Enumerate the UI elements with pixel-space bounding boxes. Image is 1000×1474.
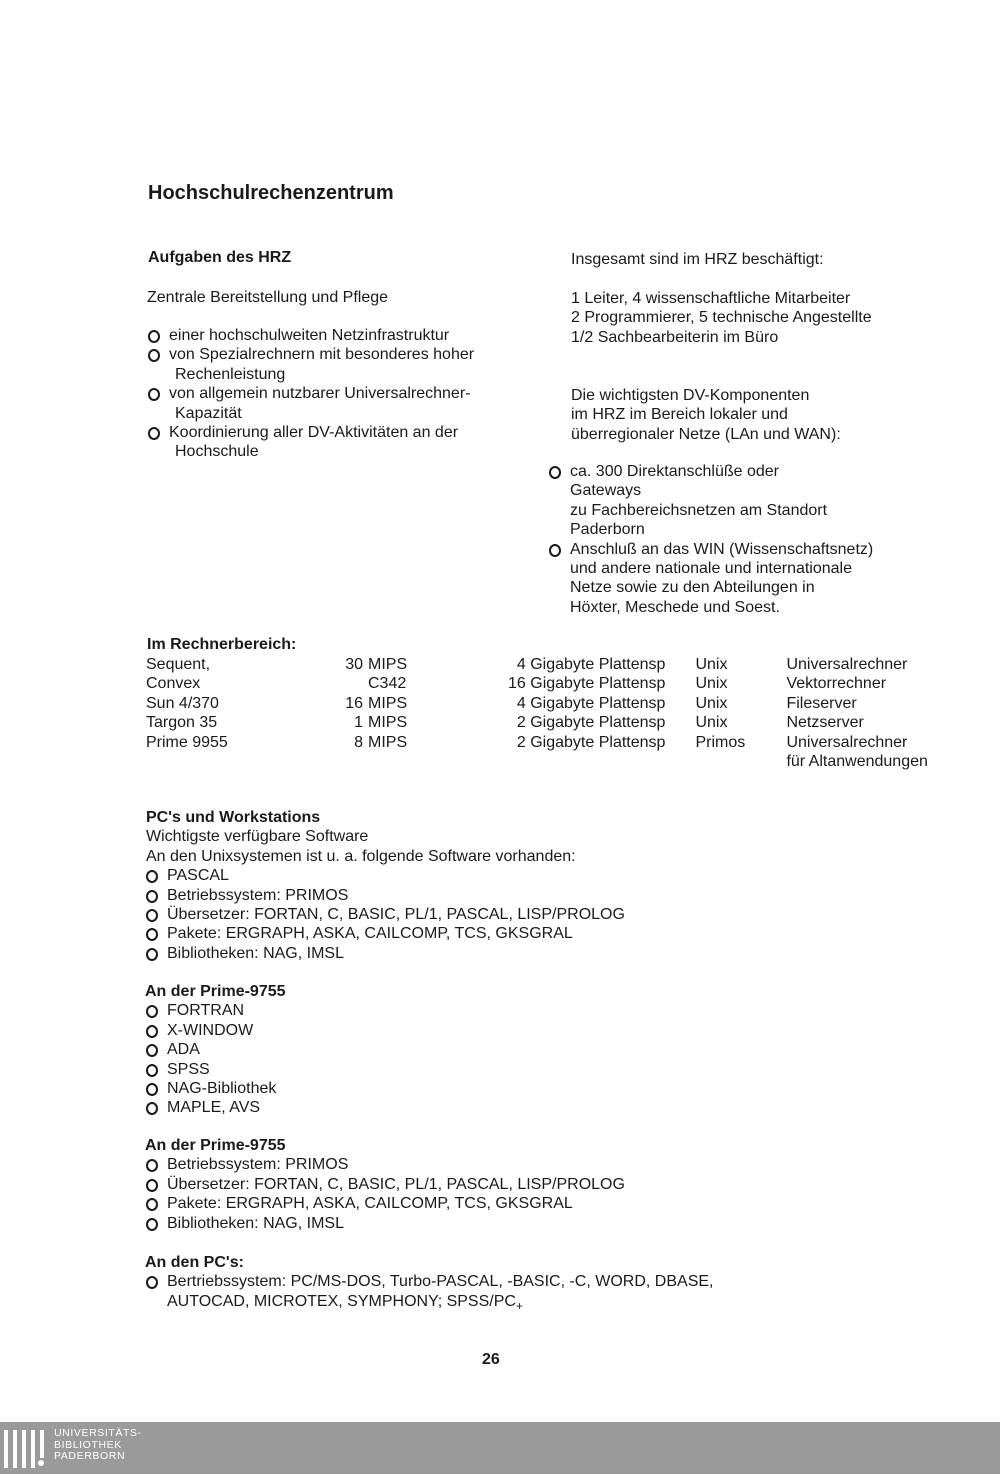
list-item: von Spezialrechnern mit besonderes hoher Rechenleistung	[147, 345, 527, 384]
pcs-list	[145, 1272, 713, 1316]
table-row: Convex C342 16 Gigabyte Plattensp Unix Vektorrechner	[146, 675, 887, 693]
pc-heading: PC's und Workstations	[146, 809, 321, 826]
list-item: Bertriebssystem: PC/MS-DOS, Turbo-PASCAL, -BASIC, -C, WORD, DBASE, AUTOCAD, MICROTEX, SYMPHONY; SPSS/$PC_+$	[145, 1272, 713, 1316]
tasks-intro: Zentrale Bereitstellung und Pflege	[147, 289, 389, 306]
list-item: Pakete: ERGRAPH, ASKA, CAILCOMP, TCS, GKSGRAL	[145, 1194, 625, 1213]
list-item: Koordinierung aller DV-Aktivitäten an der Hochschule	[147, 423, 527, 462]
pcs-heading: An den PC's:	[145, 1254, 244, 1271]
table-row: Sequent, 30 MIPS 4 Gigabyte Plattensp Unix Universalrechner	[146, 656, 908, 673]
tasks-list	[147, 326, 527, 462]
list-item: von allgemein nutzbarer Universalrechner- Kapazität	[147, 384, 527, 423]
page-title: Hochschulrechenzentrum	[148, 182, 394, 204]
list-item: ca. 300 Direktanschlüße oder Gateways zu Fachbereichsnetzen am Standort Paderborn	[548, 462, 968, 540]
table-row: Prime 9955 8 MIPS 2 Gigabyte Plattensp Primos Universalrechner für Altanwendungen	[146, 733, 928, 771]
pcs-section	[145, 1253, 713, 1316]
table-row: Targon 35 1 MIPS 2 Gigabyte Plattensp Unix Netzserver	[146, 714, 864, 732]
pc-software-list	[145, 866, 625, 963]
tasks-heading: Aufgaben des HRZ	[148, 249, 292, 266]
components-intro: Die wichtigsten DV-Komponenten im HRZ im Bereich lokaler und überregionaler Netze (LAn und WAN):	[571, 387, 841, 443]
list-item: Betriebssystem: PRIMOS	[145, 886, 625, 905]
library-footer	[0, 1422, 1000, 1474]
list-item: Übersetzer: FORTAN, C, BASIC, PL/1, PASCAL, LISP/PROLOG	[145, 1175, 625, 1194]
list-item: PASCAL	[145, 866, 625, 885]
list-item: FORTRAN	[145, 1001, 286, 1020]
network-list	[548, 462, 968, 617]
prime-heading-1: An der Prime-9755	[145, 983, 286, 1000]
list-item: einer hochschulweiten Netzinfrastruktur	[147, 326, 527, 345]
rechner-heading: Im Rechnerbereich:	[147, 636, 297, 653]
list-item: SPSS	[145, 1060, 286, 1079]
prime-list-2	[145, 1155, 625, 1233]
staff-heading: Insgesamt sind im HRZ beschäftigt:	[571, 251, 824, 268]
list-item: NAG-Bibliothek	[145, 1079, 286, 1098]
prime-list-1	[145, 1001, 286, 1117]
list-item: Betriebssystem: PRIMOS	[145, 1155, 625, 1174]
list-item: ADA	[145, 1040, 286, 1059]
list-item: Anschluß an das WIN (Wissenschaftsnetz) und andere nationale und internationale Netze sowie zu den Abteilungen in Höxter, Meschede und Soest.	[548, 540, 968, 618]
prime-section-1	[145, 982, 286, 1118]
list-item: X-WINDOW	[145, 1021, 286, 1040]
list-item: Bibliotheken: NAG, IMSL	[145, 1214, 625, 1233]
prime-section-2	[145, 1136, 625, 1233]
table-row: Sun 4/370 16 MIPS 4 Gigabyte Plattensp Unix Fileserver	[146, 694, 857, 712]
staff-list: 1 Leiter, 4 wissenschaftliche Mitarbeiter 2 Programmierer, 5 technische Angestellte 1/2 Sachbearbeiterin im Büro	[571, 290, 872, 346]
list-item: Übersetzer: FORTAN, C, BASIC, PL/1, PASCAL, LISP/PROLOG	[145, 905, 625, 924]
prime-heading-2: An der Prime-9755	[145, 1137, 286, 1154]
library-name: UNIVERSITÄTS- BIBLIOTHEK PADERBORN	[54, 1427, 142, 1462]
rechner-table	[146, 655, 946, 771]
list-item: MAPLE, AVS	[145, 1098, 286, 1117]
pc-section: PC's und Workstations Wichtigste verfügbare Software An den Unixsystemen ist u. a. folgende Software vorhanden: PASCAL Betriebssystem: PRIMOS Übersetzer: FORTAN, C, BASIC, PL/1, PASCAL, LISP/PROLOG Pakete: ERGRAPH, ASKA, CAILCOMP, TCS, GKSGRAL Bibliotheken: NAG, IMSL	[146, 809, 625, 962]
list-item: Pakete: ERGRAPH, ASKA, CAILCOMP, TCS, GKSGRAL	[145, 924, 625, 943]
page-number: 26	[482, 1351, 500, 1368]
list-item: Bibliotheken: NAG, IMSL	[145, 944, 625, 963]
logo-dot	[38, 1460, 44, 1466]
